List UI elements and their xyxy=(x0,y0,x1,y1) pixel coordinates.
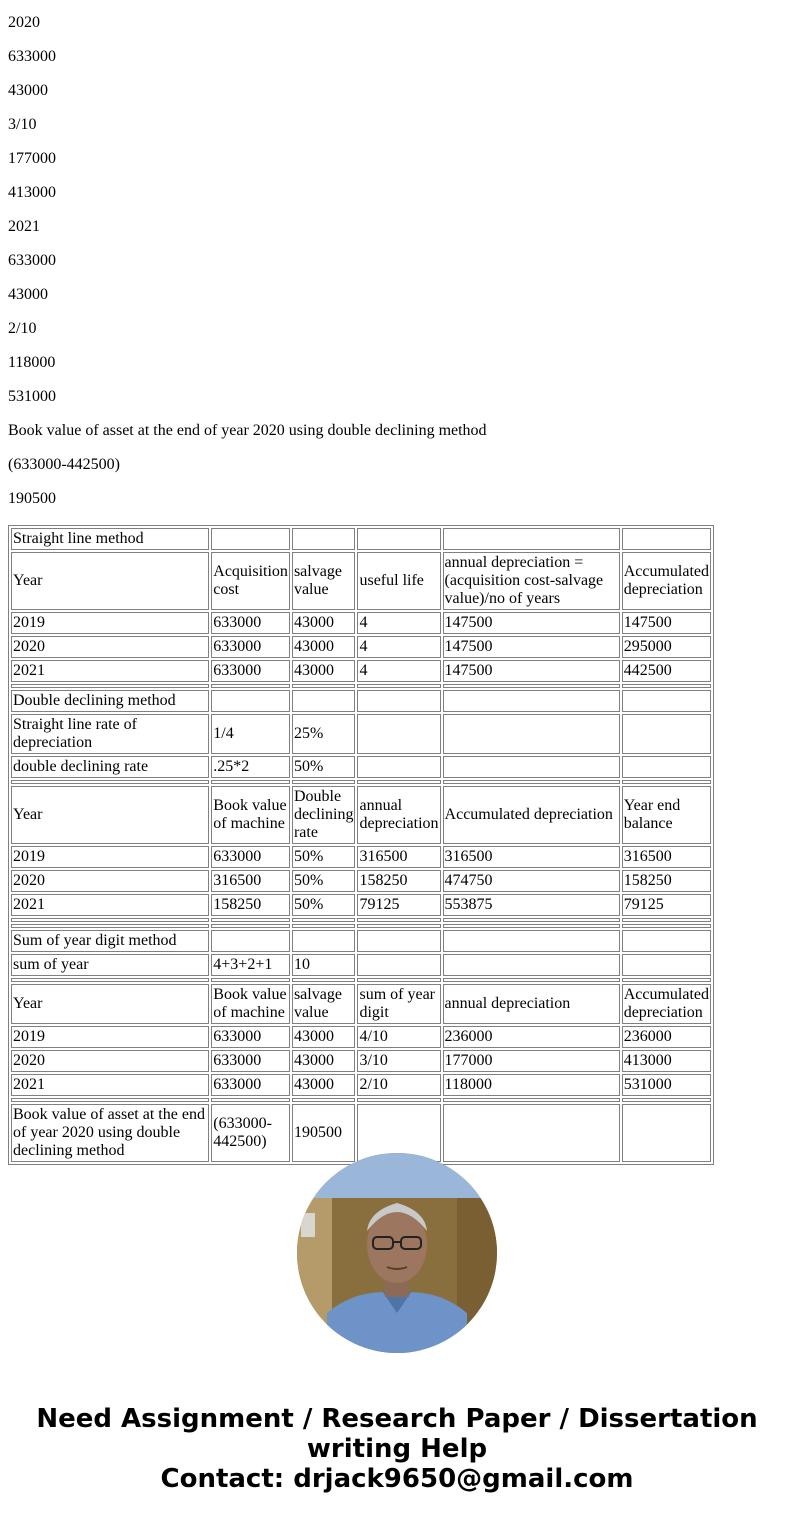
table-cell: Double declining method xyxy=(11,690,209,712)
table-cell: 79125 xyxy=(357,894,440,916)
table-cell: Sum of year digit method xyxy=(11,930,209,952)
table-cell xyxy=(292,924,356,928)
table-cell xyxy=(622,978,711,982)
table-cell xyxy=(11,924,209,928)
table-cell: 553875 xyxy=(443,894,620,916)
table-cell: 4+3+2+1 xyxy=(211,954,290,976)
table-row xyxy=(11,1074,711,1096)
table-cell: Book value of machine xyxy=(211,786,290,844)
table-cell: Year xyxy=(11,552,209,610)
promo-line-1: Need Assignment / Research Paper / Dissertation xyxy=(36,1404,758,1434)
table-cell: 43000 xyxy=(292,636,356,658)
table-cell: 190500 xyxy=(292,1104,356,1162)
table-cell xyxy=(211,1098,290,1102)
text-line: 531000 xyxy=(8,388,56,405)
table-cell xyxy=(443,528,620,550)
table-cell xyxy=(11,1098,209,1102)
table-cell: 2021 xyxy=(11,660,209,682)
table-cell xyxy=(211,528,290,550)
table-cell xyxy=(622,1098,711,1102)
table-cell xyxy=(622,780,711,784)
table-row xyxy=(11,660,711,682)
table-cell: 413000 xyxy=(622,1050,711,1072)
table-cell: 316500 xyxy=(357,846,440,868)
promo-contact: Contact: drjack9650@gmail.com xyxy=(160,1464,634,1494)
table-cell: .25*2 xyxy=(211,756,290,778)
table-cell xyxy=(292,780,356,784)
table-cell xyxy=(357,930,440,952)
text-line: 633000 xyxy=(8,252,56,269)
table-cell xyxy=(622,918,711,922)
table-cell: 2021 xyxy=(11,1074,209,1096)
table-cell: 118000 xyxy=(443,1074,620,1096)
table-cell: annual depreciation xyxy=(443,984,620,1024)
table-cell: 2019 xyxy=(11,846,209,868)
table-cell: 1/4 xyxy=(211,714,290,754)
table-cell: 43000 xyxy=(292,1050,356,1072)
table-cell xyxy=(357,714,440,754)
table-cell: Book value of machine xyxy=(211,984,290,1024)
table-cell: 2019 xyxy=(11,612,209,634)
table-cell: Year xyxy=(11,786,209,844)
table-cell: 79125 xyxy=(622,894,711,916)
portrait-image xyxy=(297,1153,497,1353)
table-cell xyxy=(443,954,620,976)
table-cell: 3/10 xyxy=(357,1050,440,1072)
text-line: 413000 xyxy=(8,184,56,201)
table-cell: salvage value xyxy=(292,984,356,1024)
table-row xyxy=(11,714,711,754)
table-row xyxy=(11,870,711,892)
depreciation-table-body xyxy=(11,528,711,1162)
table-cell xyxy=(443,924,620,928)
table-cell xyxy=(211,780,290,784)
table-cell xyxy=(292,528,356,550)
table-cell xyxy=(622,1104,711,1162)
text-line: 2021 xyxy=(8,218,40,235)
table-row xyxy=(11,684,711,688)
table-cell: 43000 xyxy=(292,612,356,634)
table-cell: 147500 xyxy=(443,660,620,682)
table-row xyxy=(11,918,711,922)
table-cell: 633000 xyxy=(211,660,290,682)
table-cell xyxy=(622,528,711,550)
table-cell: 50% xyxy=(292,756,356,778)
table-row xyxy=(11,846,711,868)
table-cell: 4/10 xyxy=(357,1026,440,1048)
table-row xyxy=(11,1026,711,1048)
table-cell xyxy=(211,684,290,688)
table-cell: 50% xyxy=(292,846,356,868)
table-cell: 50% xyxy=(292,870,356,892)
table-cell xyxy=(292,690,356,712)
table-row xyxy=(11,756,711,778)
table-row xyxy=(11,612,711,634)
table-cell: 50% xyxy=(292,894,356,916)
table-row xyxy=(11,984,711,1024)
promo-line-2: writing Help xyxy=(306,1434,488,1464)
table-cell: Year end balance xyxy=(622,786,711,844)
table-cell xyxy=(11,918,209,922)
table-cell: 2019 xyxy=(11,1026,209,1048)
table-cell xyxy=(622,924,711,928)
text-line: 190500 xyxy=(8,490,56,507)
table-cell xyxy=(357,780,440,784)
promo-footer xyxy=(0,1404,794,1494)
table-cell xyxy=(443,756,620,778)
table-cell xyxy=(211,918,290,922)
table-cell: 10 xyxy=(292,954,356,976)
table-cell: 531000 xyxy=(622,1074,711,1096)
table-cell xyxy=(357,918,440,922)
table-cell: 633000 xyxy=(211,612,290,634)
table-cell: 2020 xyxy=(11,636,209,658)
table-cell: 43000 xyxy=(292,660,356,682)
table-cell: 474750 xyxy=(443,870,620,892)
table-cell xyxy=(357,978,440,982)
table-cell: 2021 xyxy=(11,894,209,916)
table-cell: Accumulated depreciation xyxy=(622,984,711,1024)
table-row xyxy=(11,1098,711,1102)
text-line: 43000 xyxy=(8,82,48,99)
table-row xyxy=(11,636,711,658)
table-cell xyxy=(357,954,440,976)
table-cell xyxy=(292,978,356,982)
table-cell: 236000 xyxy=(443,1026,620,1048)
depreciation-table xyxy=(8,525,714,1165)
table-cell: 158250 xyxy=(622,870,711,892)
text-line: 633000 xyxy=(8,48,56,65)
table-cell xyxy=(292,918,356,922)
table-row xyxy=(11,552,711,610)
text-line: 43000 xyxy=(8,286,48,303)
table-cell: 4 xyxy=(357,636,440,658)
table-cell: 316500 xyxy=(443,846,620,868)
text-line: 2020 xyxy=(8,14,40,31)
table-cell xyxy=(622,930,711,952)
table-cell xyxy=(443,1104,620,1162)
table-cell xyxy=(443,690,620,712)
table-cell: 633000 xyxy=(211,1074,290,1096)
text-line: 118000 xyxy=(8,354,56,371)
text-line: 3/10 xyxy=(8,116,37,133)
table-cell: 236000 xyxy=(622,1026,711,1048)
table-row xyxy=(11,528,711,550)
table-cell xyxy=(443,1098,620,1102)
table-cell xyxy=(622,690,711,712)
table-cell xyxy=(292,1098,356,1102)
table-cell: 316500 xyxy=(622,846,711,868)
table-cell: Accumulated depreciation xyxy=(622,552,711,610)
table-cell xyxy=(211,690,290,712)
table-cell: 2020 xyxy=(11,1050,209,1072)
table-cell: 316500 xyxy=(211,870,290,892)
table-cell xyxy=(11,978,209,982)
table-cell xyxy=(443,978,620,982)
table-cell: Book value of asset at the end of year 2020 using double declining method xyxy=(11,1104,209,1162)
table-cell xyxy=(357,1098,440,1102)
table-cell: 4 xyxy=(357,612,440,634)
table-row xyxy=(11,1104,711,1162)
table-cell: 633000 xyxy=(211,1050,290,1072)
table-cell: Acquisition cost xyxy=(211,552,290,610)
table-cell: 2020 xyxy=(11,870,209,892)
table-cell: 442500 xyxy=(622,660,711,682)
table-cell: 633000 xyxy=(211,1026,290,1048)
author-photo xyxy=(297,1153,497,1353)
table-cell: 147500 xyxy=(622,612,711,634)
table-cell: 43000 xyxy=(292,1026,356,1048)
table-cell: 147500 xyxy=(443,612,620,634)
table-cell: 43000 xyxy=(292,1074,356,1096)
table-cell: Year xyxy=(11,984,209,1024)
table-cell: annual depreciation = (acquisition cost-salvage value)/no of years xyxy=(443,552,620,610)
table-cell: (633000-442500) xyxy=(211,1104,290,1162)
table-cell xyxy=(622,684,711,688)
table-row xyxy=(11,1050,711,1072)
table-row xyxy=(11,780,711,784)
table-cell xyxy=(292,930,356,952)
table-cell xyxy=(211,978,290,982)
table-cell: 4 xyxy=(357,660,440,682)
table-cell: 158250 xyxy=(211,894,290,916)
table-row xyxy=(11,924,711,928)
table-cell xyxy=(443,930,620,952)
table-cell xyxy=(211,930,290,952)
table-row xyxy=(11,954,711,976)
table-cell: 25% xyxy=(292,714,356,754)
table-cell: double declining rate xyxy=(11,756,209,778)
text-line: 2/10 xyxy=(8,320,37,337)
table-cell xyxy=(211,924,290,928)
table-cell xyxy=(357,528,440,550)
table-row xyxy=(11,894,711,916)
table-cell: 147500 xyxy=(443,636,620,658)
table-row xyxy=(11,690,711,712)
table-cell xyxy=(11,684,209,688)
table-cell: 633000 xyxy=(211,636,290,658)
table-cell xyxy=(11,780,209,784)
table-cell: sum of year xyxy=(11,954,209,976)
table-cell xyxy=(622,756,711,778)
table-cell: Double declining rate xyxy=(292,786,356,844)
table-cell: annual depreciation xyxy=(357,786,440,844)
table-cell xyxy=(443,918,620,922)
table-cell: 2/10 xyxy=(357,1074,440,1096)
table-cell xyxy=(443,714,620,754)
table-cell: sum of year digit xyxy=(357,984,440,1024)
table-cell xyxy=(292,684,356,688)
table-cell: Straight line rate of depreciation xyxy=(11,714,209,754)
table-row xyxy=(11,978,711,982)
text-line: (633000-442500) xyxy=(8,456,120,473)
table-cell xyxy=(357,684,440,688)
text-line: Book value of asset at the end of year 2020 using double declining method xyxy=(8,422,487,439)
table-cell xyxy=(622,954,711,976)
table-cell: Straight line method xyxy=(11,528,209,550)
table-cell xyxy=(443,780,620,784)
table-cell: 633000 xyxy=(211,846,290,868)
table-cell xyxy=(357,924,440,928)
table-cell: 177000 xyxy=(443,1050,620,1072)
table-cell: salvage value xyxy=(292,552,356,610)
table-cell xyxy=(622,714,711,754)
table-cell: useful life xyxy=(357,552,440,610)
table-row xyxy=(11,786,711,844)
table-cell xyxy=(443,684,620,688)
table-cell xyxy=(357,690,440,712)
text-line: 177000 xyxy=(8,150,56,167)
table-row xyxy=(11,930,711,952)
table-cell: 158250 xyxy=(357,870,440,892)
table-cell: Accumulated depreciation xyxy=(443,786,620,844)
table-cell xyxy=(357,756,440,778)
table-cell: 295000 xyxy=(622,636,711,658)
